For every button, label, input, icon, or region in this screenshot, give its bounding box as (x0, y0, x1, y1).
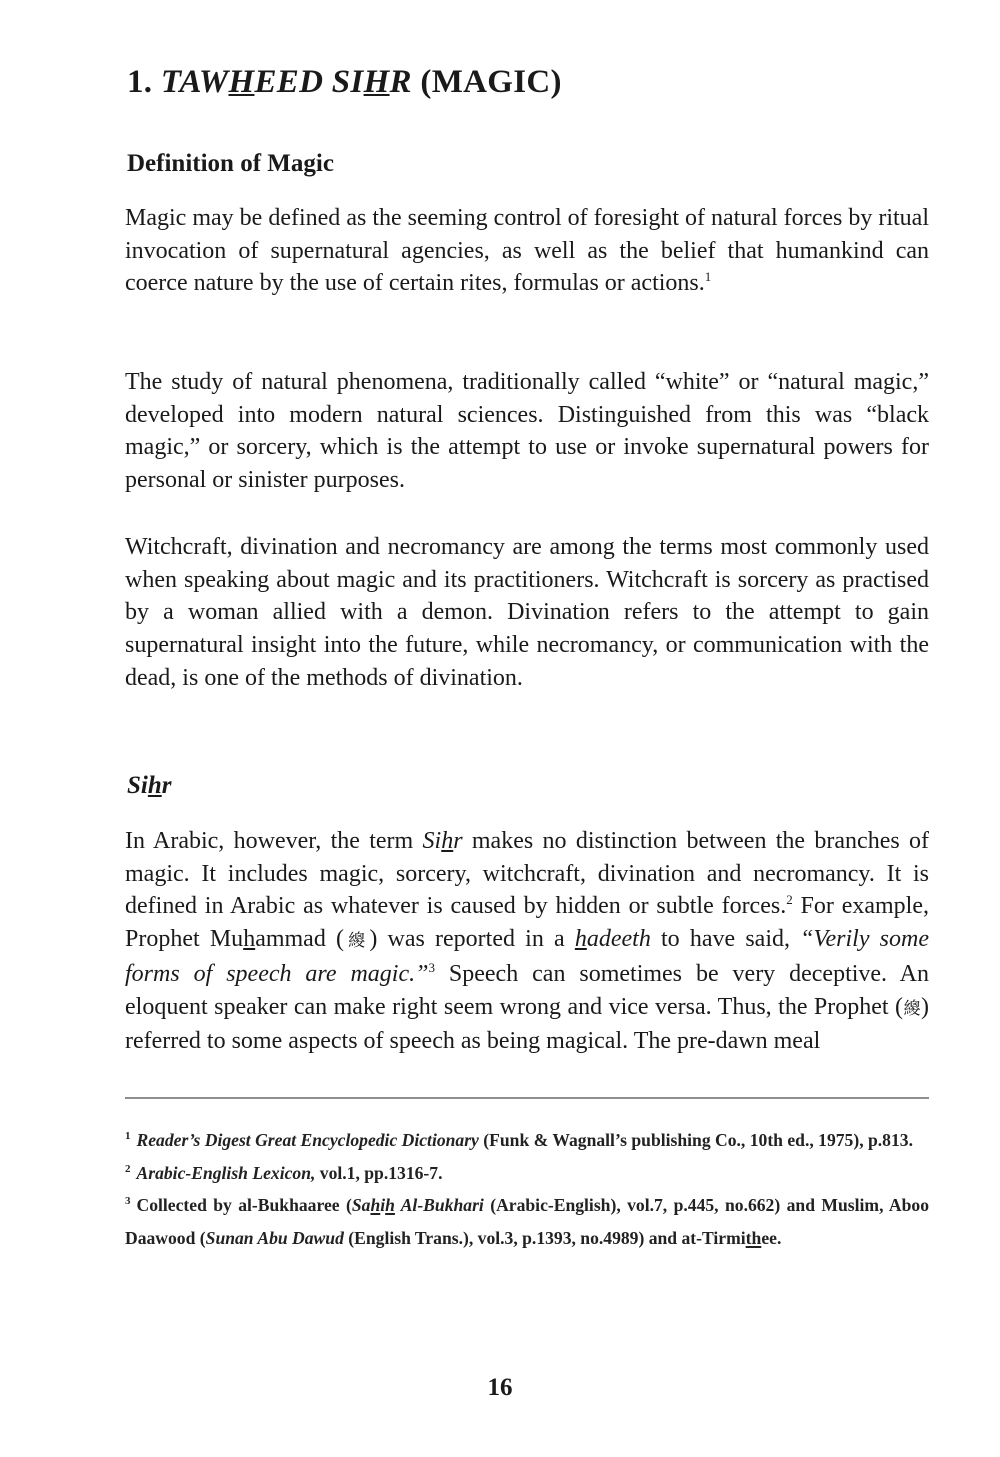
paragraph-definition: Magic may be defined as the seeming control of foresight of natural forces by ritual invocation of supernatural agencies, as well as the belief that humankind can coerce nature by the use of certain rites, formulas or actions.$^1$ (125, 205, 929, 297)
footnote-ref-3[interactable]: 3 (428, 959, 435, 975)
salutation-glyph: 繌 (903, 998, 921, 1018)
hadith-quote: “Verily some forms of speech are magic.” (125, 926, 930, 987)
paragraph-natural-magic: The study of natural phenomena, traditionally called “white” or “natural magic,” developed into modern natural sciences. Distinguished from this was “black magic,” or sorcery, which is the attempt to use or invoke supernatural powers for personal or sinister purposes. (125, 369, 929, 494)
footnote-divider (125, 1097, 929, 1099)
footnote-1: $^1$ Reader’s Digest Great Encyclopedic Dictionary (Funk & Wagnall’s publishing Co., 10th ed., 1975), p.813. (125, 1130, 913, 1150)
footnote-2: $^2$ Arabic-English Lexicon, vol.1, pp.1316-7. (125, 1162, 443, 1183)
footnote-ref-2[interactable]: 2 (786, 892, 793, 908)
footnotes (125, 1124, 929, 1254)
salutation-glyph: 繌 (344, 931, 370, 951)
paragraph-witchcraft: Witchcraft, divination and necromancy are among the terms most commonly used when speaking about magic and its practitioners. Witchcraft is sorcery as practised by a woman allied with a demon. Divination refers to the attempt to gain supernatural insight into the future, while necromancy, or communication with the dead, is one of the methods of divination. (125, 534, 929, 691)
page-number: 16 (487, 1374, 513, 1401)
chapter-number: 1. (127, 64, 153, 100)
section-heading-definition: Definition of Magic (127, 150, 334, 177)
footnote-ref-1[interactable]: 1 (704, 269, 712, 285)
section-heading-sihr: Sihr (127, 772, 172, 799)
footnote-3: $^3$ Collected by al-Bukhaaree (Sahih Al-Bukhari (Arabic-English), vol.7, p.445, no.662) and Muslim, Aboo Daawood (Sunan Abu Dawud (English Trans.), vol.3, p.1393, no.4989) and at-Tirmithee. (125, 1195, 929, 1248)
chapter-title: 1. TAWHEED SIHR (MAGIC) (127, 64, 562, 100)
paragraph-sihr: In Arabic, however, the term Sihr makes no distinction between the branches of magic. It includes magic, sorcery, witchcraft, divination and necromancy. It is defined in Arabic as whatever is caused by hidden or subtle forces.$^2$ For example, Prophet Muhammad (繌) was reported in a hadeeth to have said, “Verily some forms of speech are magic.”$^3$ Speech can sometimes be very deceptive. An eloquent speaker can make right seem wrong and vice versa. Thus, the Prophet (繌) referred to some aspects of speech as being magical. The pre-dawn meal (125, 828, 930, 1055)
